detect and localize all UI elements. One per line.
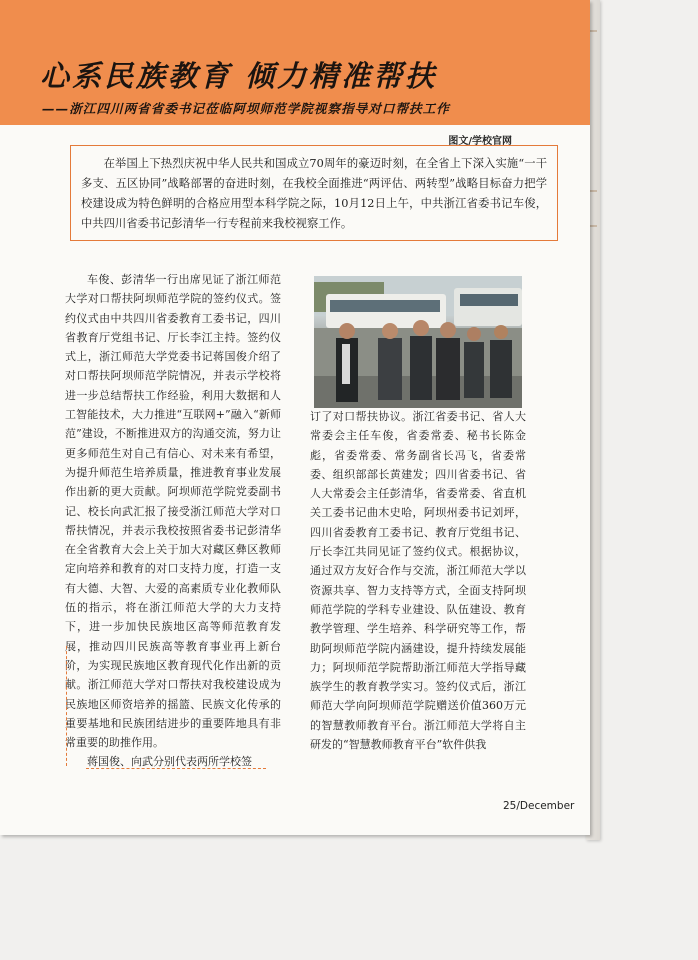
byline: 图文/学校官网 (448, 136, 512, 147)
article-subtitle: ——浙江四川两省省委书记莅临阿坝师范学院视察指导对口帮扶工作 (42, 101, 450, 116)
decorative-dashed-line (86, 768, 266, 770)
intro-box: 在举国上下热烈庆祝中华人民共和国成立70周年的豪迈时刻，在全省上下深入实施“一干多支、五区协同”战略部署的奋进时刻，在我校全面推进“两评估、两转型”战略目标奋力把学校建设成为特色鲜明的合格应用型本科学院之际，10月12日上午，中共浙江省委书记车俊，中共四川省委书记彭清华一行专程前来我校视察工作。 (70, 145, 558, 241)
decorative-dashed-line (66, 646, 68, 766)
signing-ceremony-photo (314, 276, 522, 408)
photo-illustration (314, 276, 522, 408)
left-column (65, 270, 281, 772)
body-paragraph: 蒋国俊、向武分别代表两所学校签 (87, 755, 252, 769)
right-column (310, 407, 526, 754)
body-paragraph: 订了对口帮扶协议。浙江省委书记、省人大常委会主任车俊，省委常委、秘书长陈金彪，省委常委、常务副省长冯飞，省委常委、组织部部长黄建发；四川省委书记、省人大常委会主任彭清华，省委常委、省直机关工委书记曲木史哈，阿坝州委书记刘坪，四川省委教育工委书记、教育厅党组书记、厅长李江共同见证了签约仪式。根据协议，通过双方友好合作与交流，浙江师范大学以资源共享、智力支持等方式，全面支持阿坝师范学院的学科专业建设、队伍建设、教育教学管理、学生培养、科学研究等工作，帮助阿坝师范学院内涵建设，提升持续发展能力；阿坝师范学院帮助浙江师范大学指导藏族学生的教育教学实习。签约仪式后，浙江师范大学向阿坝师范学院赠送价值360万元的智慧教师教育平台。浙江师范大学将自主研发的“智慧教师教育平台”软件供我 (310, 410, 526, 752)
body-paragraph: 车俊、彭清华一行出席见证了浙江师范大学对口帮扶阿坝师范学院的签约仪式。签约仪式由中共四川省委教育工委书记，四川省教育厅党组书记、厅长李江主持。签约仪式上，浙江师范大学党委书记蒋国俊介绍了对口帮扶阿坝师范学院情况，并表示学校将进一步总结帮扶工作经验，利用大数据和人工智能技术，大力推进“互联网+”融入“新师范”建设，不断推进双方的沟通交流，努力让更多师范生对自己有信心、对未来有希望，为提升师范生培养质量，推进教育事业发展作出新的更大贡献。阿坝师范学院党委副书记、校长向武汇报了接受浙江师范大学对口帮扶情况，并表示我校按照省委书记彭清华在全省教育大会上关于加大对藏区彝区教师定向培养和教育的对口支持力度，打造一支有大德、大智、大爱的高素质专业化教师队伍的指示，将在浙江师范大学的大力支持下，进一步加快民族地区高等师范教育发展，推动四川民族高等教育事业再上新台阶，为实现民族地区教育现代化作出新的贡献。浙江师范大学对口帮扶对我校建设成为民族地区师资培养的摇篮、民族文化传承的重要基地和民族团结进步的重要阵地具有非常重要的助推作用。 (65, 273, 281, 750)
page-number: 25/December (503, 800, 575, 812)
article-title: 心系民族教育 倾力精准帮扶 (40, 59, 438, 93)
